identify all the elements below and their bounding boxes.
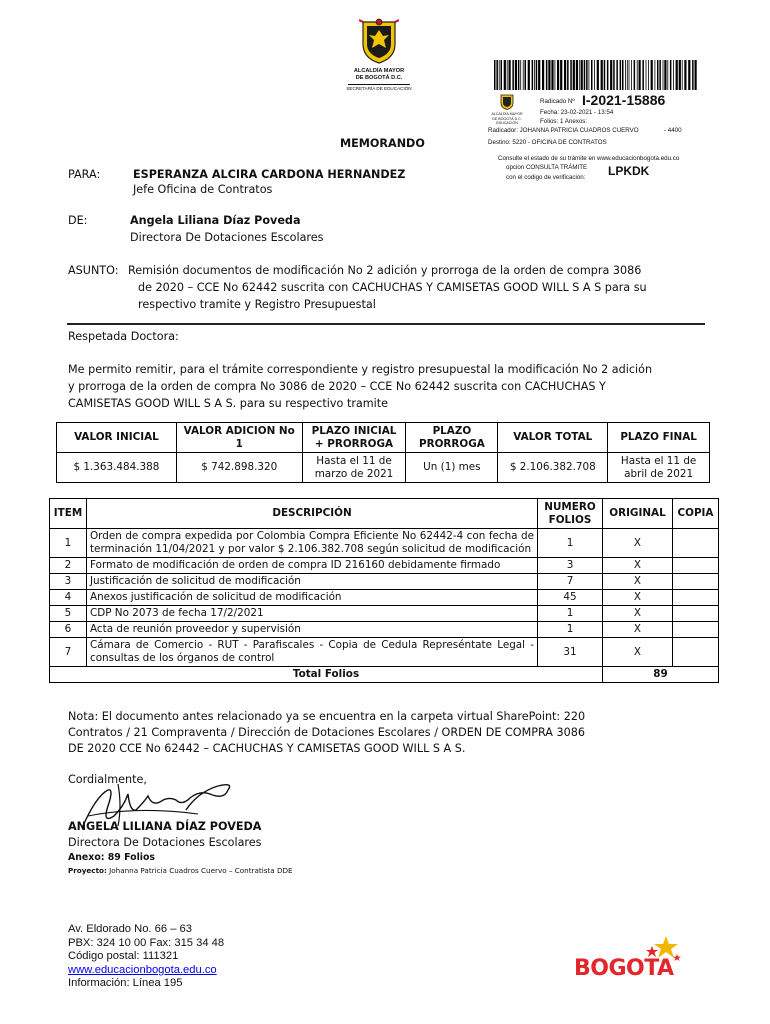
proyecto-line (68, 866, 293, 876)
item-number: 3 (50, 574, 87, 590)
item-original: X (602, 529, 672, 558)
cell-valor-adicion: $ 742.898.320 (176, 453, 302, 483)
asunto-line-2: de 2020 – CCE No 62442 suscrita con CACHUCHAS Y CAMISETAS GOOD WILL S A S para su (138, 281, 647, 294)
item-number: 6 (50, 622, 87, 638)
de-label: DE: (68, 214, 88, 227)
bogota-wordmark: BOGOTA (574, 956, 674, 981)
item-copia (672, 638, 718, 667)
item-folios: 45 (538, 590, 603, 606)
saludo: Respetada Doctora: (68, 330, 179, 343)
header-plazo-final: PLAZO FINAL (608, 423, 710, 453)
radicado-opcion: opcion CONSULTA TRÁMITE (506, 164, 588, 171)
items-total-row (50, 667, 719, 683)
item-description: Justificación de solicitud de modificación (86, 574, 537, 590)
item-description: Anexos justificación de solicitud de modificación (86, 590, 537, 606)
item-description: Formato de modificación de orden de compra ID 216160 debidamente firmado (86, 558, 537, 574)
table-row (50, 558, 719, 574)
radicado-radicador: Radicador: JOHANNA PATRICIA CUADROS CUERVO (488, 127, 639, 134)
para-name: ESPERANZA ALCIRA CARDONA HERNANDEZ (133, 168, 406, 181)
total-folios-value: 89 (602, 667, 718, 683)
logo-subtitle: SECRETARÍA DE EDUCACIÓN (346, 86, 412, 91)
item-copia (672, 622, 718, 638)
item-copia (672, 558, 718, 574)
item-folios: 3 (538, 558, 603, 574)
footer-info: Información: Línea 195 (68, 977, 183, 990)
header-numero-folios: NUMERO FOLIOS (538, 499, 603, 529)
stamp-shield-icon (500, 94, 514, 110)
cell-valor-inicial: $ 1.363.484.388 (57, 453, 177, 483)
asunto-label: ASUNTO: (68, 264, 119, 277)
signer-role: Directora De Dotaciones Escolares (68, 836, 262, 849)
footer-address: Av. Eldorado No. 66 – 63 (68, 923, 192, 935)
radicado-codigo: LPKDK (608, 164, 650, 178)
radicado-number: I-2021-15886 (582, 92, 666, 108)
footer-postal: Código postal: 111321 (68, 950, 179, 963)
header-plazo-inicial: PLAZO INICIAL + PRORROGA (302, 423, 406, 453)
item-number: 7 (50, 638, 87, 667)
cell-valor-total: $ 2.106.382.708 (498, 453, 608, 483)
logo-line-1: ALCALDÍA MAYOR (353, 68, 405, 74)
radicado-destino: Destino: 5220 - OFICINA DE CONTRATOS (488, 139, 607, 146)
item-original: X (602, 558, 672, 574)
radicado-radicador-code: - 4400 (664, 127, 682, 134)
table-row (50, 590, 719, 606)
items-table (49, 498, 719, 683)
item-description: Acta de reunión proveedor y supervisión (86, 622, 537, 638)
proyecto-label: Proyecto: (68, 866, 107, 875)
table-row (50, 638, 719, 667)
header-copia: COPIA (672, 499, 718, 529)
nota-line-3: DE 2020 CCE No 62442 – CACHUCHAS Y CAMISETAS GOOD WILL S A S. (68, 742, 466, 755)
items-table-header-row (50, 499, 719, 529)
total-folios-label: Total Folios (50, 667, 603, 683)
cordialmente: Cordialmente, (68, 773, 147, 786)
item-description: Cámara de Comercio - RUT - Parafiscales - Copia de Cedula Represéntate Legal - consultas de los órganos de control (86, 638, 537, 667)
item-copia (672, 606, 718, 622)
item-number: 5 (50, 606, 87, 622)
nota-line-1: Nota: El documento antes relacionado ya se encuentra en la carpeta virtual SharePoint: 220 (68, 710, 586, 723)
para-role: Jefe Oficina de Contratos (133, 183, 273, 196)
item-description: Orden de compra expedida por Colombia Compra Eficiente No 62442-4 con fecha de terminación 11/04/2021 y por valor $ 2.106.382.708 según solicitud de modificación (86, 529, 537, 558)
item-original: X (602, 638, 672, 667)
logo-line-2: DE BOGOTÁ D.C. (355, 75, 403, 81)
alcaldia-logo (338, 18, 420, 92)
memo-title: MEMORANDO (340, 137, 425, 150)
para-label: PARA: (68, 168, 101, 181)
radicado-codigo-label: con el codigo de verificacion: (506, 174, 586, 181)
nota-line-2: Contratos / 21 Compraventa / Dirección de Dotaciones Escolares / ORDEN DE COMPRA 3086 (68, 726, 585, 739)
stamp-org-line-3: EDUCACIÓN (496, 121, 518, 125)
de-name: Angela Liliana Díaz Poveda (130, 214, 301, 227)
header-valor-total: VALOR TOTAL (498, 423, 608, 453)
item-copia (672, 529, 718, 558)
header-valor-adicion: VALOR ADICION No 1 (176, 423, 302, 453)
item-description: CDP No 2073 de fecha 17/2/2021 (86, 606, 537, 622)
barcode-icon (492, 60, 702, 90)
item-original: X (602, 590, 672, 606)
item-folios: 7 (538, 574, 603, 590)
header-descripcion: DESCRIPCIÓN (86, 499, 537, 529)
item-number: 4 (50, 590, 87, 606)
value-table-header-row (57, 423, 710, 453)
value-table-data-row (57, 453, 710, 483)
body-line-2: y prorroga de la orden de compra No 3086 de 2020 – CCE No 62442 suscrita con CACHUCHAS Y (68, 380, 606, 393)
value-table (56, 422, 710, 483)
body-line-1: Me permito remitir, para el trámite correspondiente y registro presupuestal la modificación No 2 adición (68, 363, 653, 376)
item-number: 2 (50, 558, 87, 574)
body-line-3: CAMISETAS GOOD WILL S A S. para su respectivo tramite (68, 397, 389, 410)
bogota-brand-logo (574, 934, 694, 992)
radicado-fecha: Fecha: 23-02-2021 - 13:54 (540, 109, 614, 116)
table-row (50, 606, 719, 622)
header-valor-inicial: VALOR INICIAL (57, 423, 177, 453)
radicado-label: Radicado Nº (540, 98, 575, 105)
header-item: ITEM (50, 499, 87, 529)
proyecto-value: Johanna Patricia Cuadros Cuervo – Contratista DDE (109, 866, 293, 875)
header-plazo-prorroga: PLAZO PRORROGA (406, 423, 498, 453)
stamp-org-line-2: DE BOGOTÁ D.C. (492, 116, 522, 121)
bogota-coat-of-arms-icon (359, 18, 399, 64)
header-original: ORIGINAL (602, 499, 672, 529)
item-number: 1 (50, 529, 87, 558)
footer-web-link[interactable]: www.educacionbogota.edu.co (68, 963, 217, 976)
anexo: Anexo: 89 Folios (68, 852, 156, 863)
signer-name: ANGELA LILIANA DÍAZ POVEDA (68, 820, 262, 833)
logo-divider (348, 84, 410, 85)
asunto-line-1: Remisión documentos de modificación No 2 adición y prorroga de la orden de compra 3086 (128, 264, 642, 277)
item-folios: 1 (538, 606, 603, 622)
items-table-body (50, 529, 719, 667)
stamp-org-name (490, 112, 524, 126)
item-original: X (602, 574, 672, 590)
de-role: Directora De Dotaciones Escolares (130, 231, 324, 244)
radicado-consulte: Consulte el estado de su trámite en www.educacionbogota.edu.co (498, 155, 680, 162)
table-row (50, 529, 719, 558)
item-original: X (602, 606, 672, 622)
asunto-line-3: respectivo tramite y Registro Presupuestal (138, 298, 376, 311)
item-folios: 31 (538, 638, 603, 667)
item-copia (672, 574, 718, 590)
cell-plazo-prorroga: Un (1) mes (406, 453, 498, 483)
footer-contact (68, 923, 224, 991)
cell-plazo-final: Hasta el 11 de abril de 2021 (608, 453, 710, 483)
radicado-folios: Folios: 1 Anexos: (540, 118, 588, 125)
section-divider (67, 323, 705, 325)
footer-pbx: PBX: 324 10 00 Fax: 315 34 48 (68, 936, 225, 949)
item-folios: 1 (538, 529, 603, 558)
table-row (50, 622, 719, 638)
cell-plazo-inicial: Hasta el 11 de marzo de 2021 (302, 453, 406, 483)
stamp-org-line-1: ALCALDÍA MAYOR (491, 112, 523, 116)
item-original: X (602, 622, 672, 638)
table-row (50, 574, 719, 590)
item-copia (672, 590, 718, 606)
item-folios: 1 (538, 622, 603, 638)
